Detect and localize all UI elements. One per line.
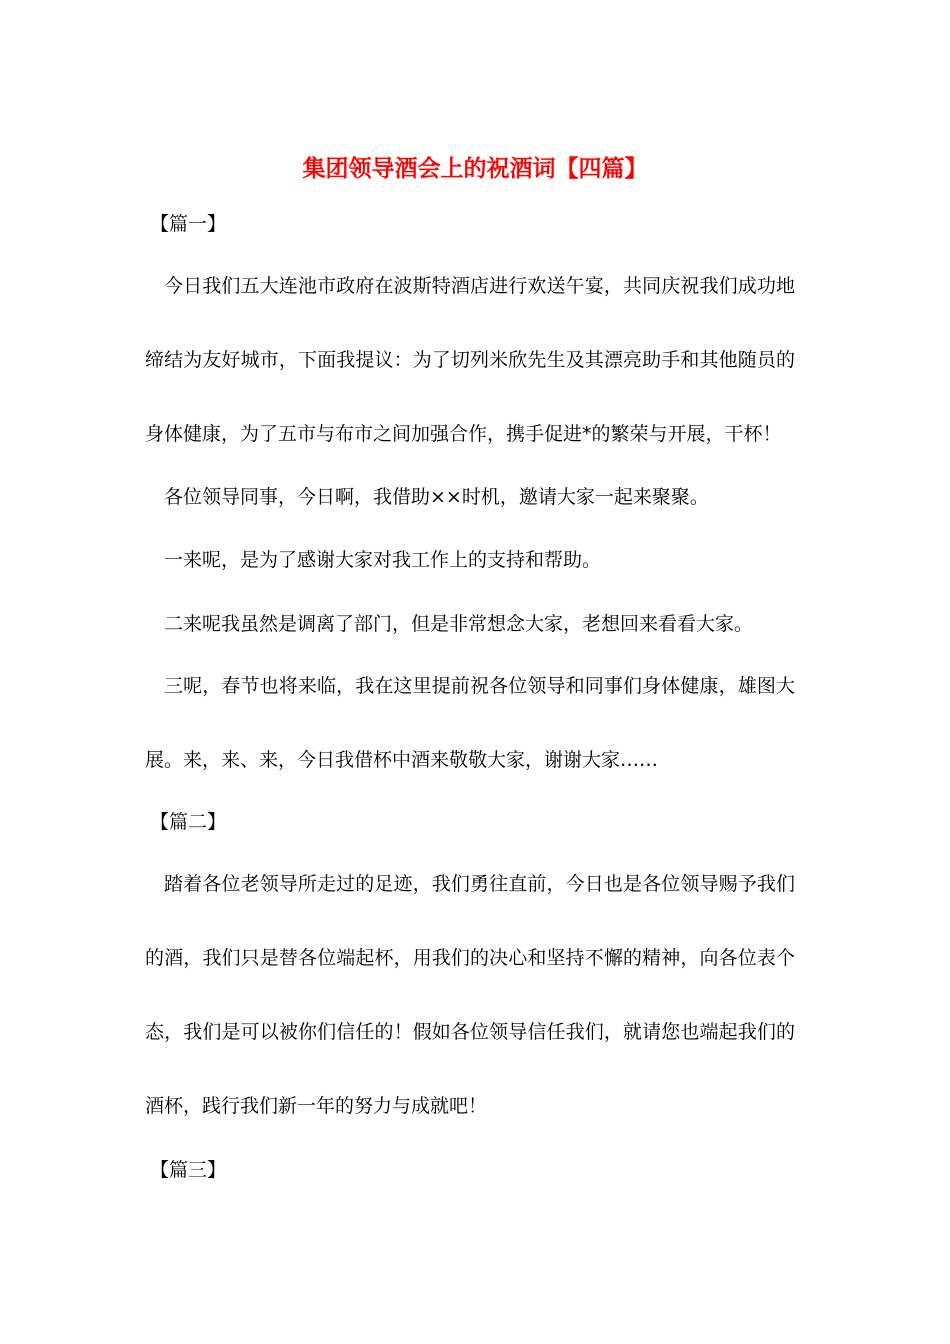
paragraph: 各位领导同事，今日啊，我借助××时机，邀请大家一起来聚聚。 xyxy=(164,486,709,508)
section-heading-2: 【篇二】 xyxy=(150,811,227,833)
paragraph: 踏着各位老领导所走过的足迹，我们勇往直前，今日也是各位领导赐予我们的酒，我们只是替各位端起杯，用我们的决心和坚持不懈的精神，向各位表个态，我们是可以被你们信任的！假如各位领导信任我们，就请您也端起我们的酒杯，践行我们新一年的努力与成就吧！ xyxy=(145,873,795,1117)
section-heading-3: 【篇三】 xyxy=(150,1159,227,1181)
paragraph: 二来呢我虽然是调离了部门，但是非常想念大家，老想回来看看大家。 xyxy=(164,613,754,635)
paragraph: 一来呢，是为了感谢大家对我工作上的支持和帮助。 xyxy=(164,549,602,571)
section-heading-1: 【篇一】 xyxy=(150,213,227,235)
paragraph: 三呢，春节也将来临，我在这里提前祝各位领导和同事们身体健康，雄图大展。来，来、来，今日我借杯中酒来敬敬大家，谢谢大家…… xyxy=(145,675,795,771)
paragraph: 今日我们五大连池市政府在波斯特酒店进行欢送午宴，共同庆祝我们成功地缔结为友好城市，下面我提议：为了切列米欣先生及其漂亮助手和其他随员的身体健康，为了五市与布市之间加强合作，携手促进*的繁荣与开展，干杯！ xyxy=(145,275,795,445)
document-title: 集团领导酒会上的祝酒词【四篇】 xyxy=(302,155,648,182)
